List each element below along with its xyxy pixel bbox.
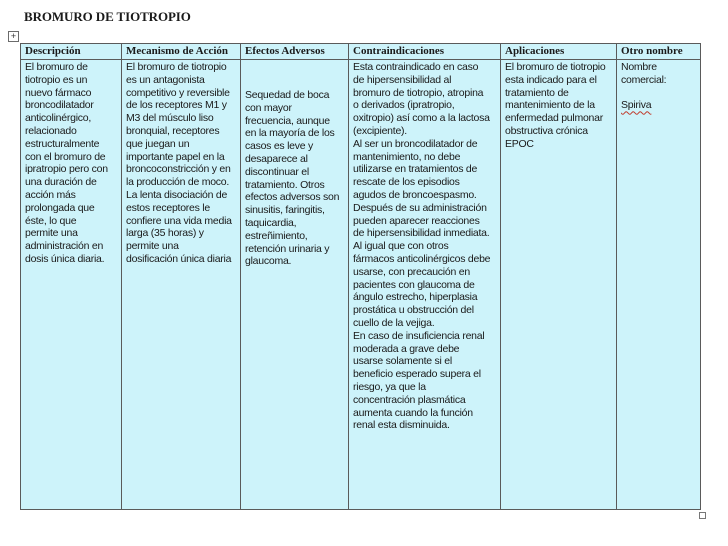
text-line: oxitropio) así como a la lactosa: [353, 112, 490, 125]
text-line: El bromuro de tiotropio: [505, 61, 606, 73]
table-move-handle-icon[interactable]: +: [8, 31, 19, 42]
spacer: [621, 87, 696, 100]
drug-info-table: [20, 43, 701, 510]
text-line: obstructiva crónica: [505, 124, 588, 137]
text-line: cuello de la vejiga.: [353, 316, 435, 329]
text-line: frecuencia, aunque: [245, 114, 330, 127]
cell-aplicaciones: [501, 60, 617, 510]
text-line: discontinuar el: [245, 165, 309, 178]
text-line: taquicardia,: [245, 216, 297, 229]
text-line: con mayor: [245, 101, 292, 114]
text-line: bromuro de tiotropio, atropina: [353, 86, 484, 99]
spacer: [245, 75, 344, 89]
text-line: agudos de broncoespasmo.: [353, 188, 477, 201]
text-line: estreñimiento,: [245, 229, 308, 242]
text-line: Al igual que con otros: [353, 240, 449, 253]
text-line: o derivados (ipratropio,: [353, 99, 455, 112]
header-contraindicaciones: Contraindicaciones: [349, 44, 501, 60]
cell-descripcion: [21, 60, 122, 510]
text-line: moderada a grave debe: [353, 342, 460, 355]
text-line: competitivo y reversible: [126, 86, 230, 99]
text-line: estructuralmente: [25, 137, 100, 150]
text-line: nuevo fármaco: [25, 86, 92, 99]
text-line: que juegan un: [126, 137, 190, 150]
text-line: broncoconstricción y en: [126, 163, 231, 176]
text-line: beneficio esperado supera el: [353, 368, 481, 381]
text-line: permite una: [126, 240, 179, 253]
text-line: pueden aparecer reacciones: [353, 214, 480, 227]
header-descripcion: Descripción: [21, 44, 122, 60]
brand-name: Spiriva: [621, 99, 652, 112]
text-line: es un antagonista: [126, 73, 205, 86]
header-otro-nombre: Otro nombre: [617, 44, 701, 60]
text-line: rescate de los episodios: [353, 176, 460, 189]
text-line: El bromuro de: [25, 61, 88, 73]
text-line: Sequedad de boca: [245, 89, 330, 101]
text-line: prolongada que: [25, 201, 95, 214]
text-line: acción más: [25, 188, 76, 201]
content-row: [21, 60, 701, 510]
text-line: con el bromuro de: [25, 150, 106, 163]
text-line: EPOC: [505, 137, 534, 150]
text-line: enfermedad pulmonar: [505, 112, 603, 125]
text-line: una duración de: [25, 176, 97, 189]
text-line: tratamiento de: [505, 86, 569, 99]
text-line: sinusitis, faringitis,: [245, 204, 325, 217]
text-line: broncodilatador: [25, 99, 94, 112]
text-line: esta indicado para el: [505, 73, 597, 86]
text-line: renal esta disminuida.: [353, 419, 450, 432]
header-row: [21, 44, 701, 60]
text-line: confiere una vida media: [126, 214, 232, 227]
text-line: retención urinaria y: [245, 242, 330, 255]
text-line: concentración plasmática: [353, 393, 466, 406]
cell-contraindicaciones: [349, 60, 501, 510]
text-line: permite una: [25, 227, 78, 240]
text-line: Nombre: [621, 61, 657, 73]
text-line: La lenta disociación de: [126, 188, 228, 201]
text-line: glaucoma.: [245, 255, 292, 268]
text-line: importante papel en la: [126, 150, 225, 163]
text-line: usarse, con precaución en: [353, 265, 470, 278]
text-line: dosis única diaria.: [25, 252, 105, 265]
text-line: En caso de insuficiencia renal: [353, 329, 485, 342]
cell-otro-nombre: [617, 60, 701, 510]
text-line: bronquial, receptores: [126, 124, 220, 137]
text-line: fármacos anticolinérgicos debe: [353, 252, 491, 265]
text-line: riesgo, ya que la: [353, 380, 426, 393]
text-line: mantenimiento, no debe: [353, 150, 461, 163]
cell-mecanismo: [122, 60, 241, 510]
text-line: relacionado: [25, 124, 77, 137]
text-line: dosificación única diaria: [126, 252, 232, 265]
text-line: en la mayoría de los: [245, 127, 335, 140]
text-line: usarse solamente si el: [353, 355, 452, 368]
text-line: ángulo estrecho, hiperplasia: [353, 291, 478, 304]
text-line: de hipersensibilidad inmediata.: [353, 227, 490, 240]
text-line: utilizarse en tratamientos de: [353, 163, 478, 176]
text-line: prostática u obstrucción del: [353, 304, 474, 317]
cell-efectos: [241, 60, 349, 510]
text-line: la producción de moco.: [126, 176, 230, 189]
text-line: El bromuro de tiotropio: [126, 61, 227, 73]
text-line: Al ser un broncodilatador de: [353, 137, 478, 150]
text-line: M3 del músculo liso: [126, 112, 214, 125]
table-resize-handle-icon[interactable]: [699, 512, 706, 519]
text-line: casos es leve y: [245, 140, 314, 153]
header-aplicaciones: Aplicaciones: [501, 44, 617, 60]
text-line: éste, lo que: [25, 214, 77, 227]
text-line: tratamiento. Otros: [245, 178, 325, 191]
text-line: mantenimiento de la: [505, 99, 595, 112]
text-line: estos receptores le: [126, 201, 210, 214]
text-line: desaparece al: [245, 152, 308, 165]
text-line: pacientes con glaucoma de: [353, 278, 475, 291]
text-line: efectos adversos son: [245, 191, 340, 204]
text-line: comercial:: [621, 73, 667, 86]
text-line: anticolinérgico,: [25, 112, 92, 125]
text-line: administración en: [25, 240, 104, 253]
header-mecanismo: Mecanismo de Acción: [122, 44, 241, 60]
header-efectos: Efectos Adversos: [241, 44, 349, 60]
text-line: (excipiente).: [353, 124, 407, 137]
document-title: BROMURO DE TIOTROPIO: [24, 9, 191, 24]
text-line: de los receptores M1 y: [126, 99, 227, 112]
text-line: tiotropio es un: [25, 73, 88, 86]
text-line: Después de su administración: [353, 201, 487, 214]
text-line: de hipersensibilidad al: [353, 73, 452, 86]
text-line: aumenta cuando la función: [353, 406, 473, 419]
spacer: [245, 61, 344, 75]
text-line: larga (35 horas) y: [126, 227, 204, 240]
text-line: ipratropio pero con: [25, 163, 108, 176]
text-line: Esta contraindicado en caso: [353, 61, 479, 73]
